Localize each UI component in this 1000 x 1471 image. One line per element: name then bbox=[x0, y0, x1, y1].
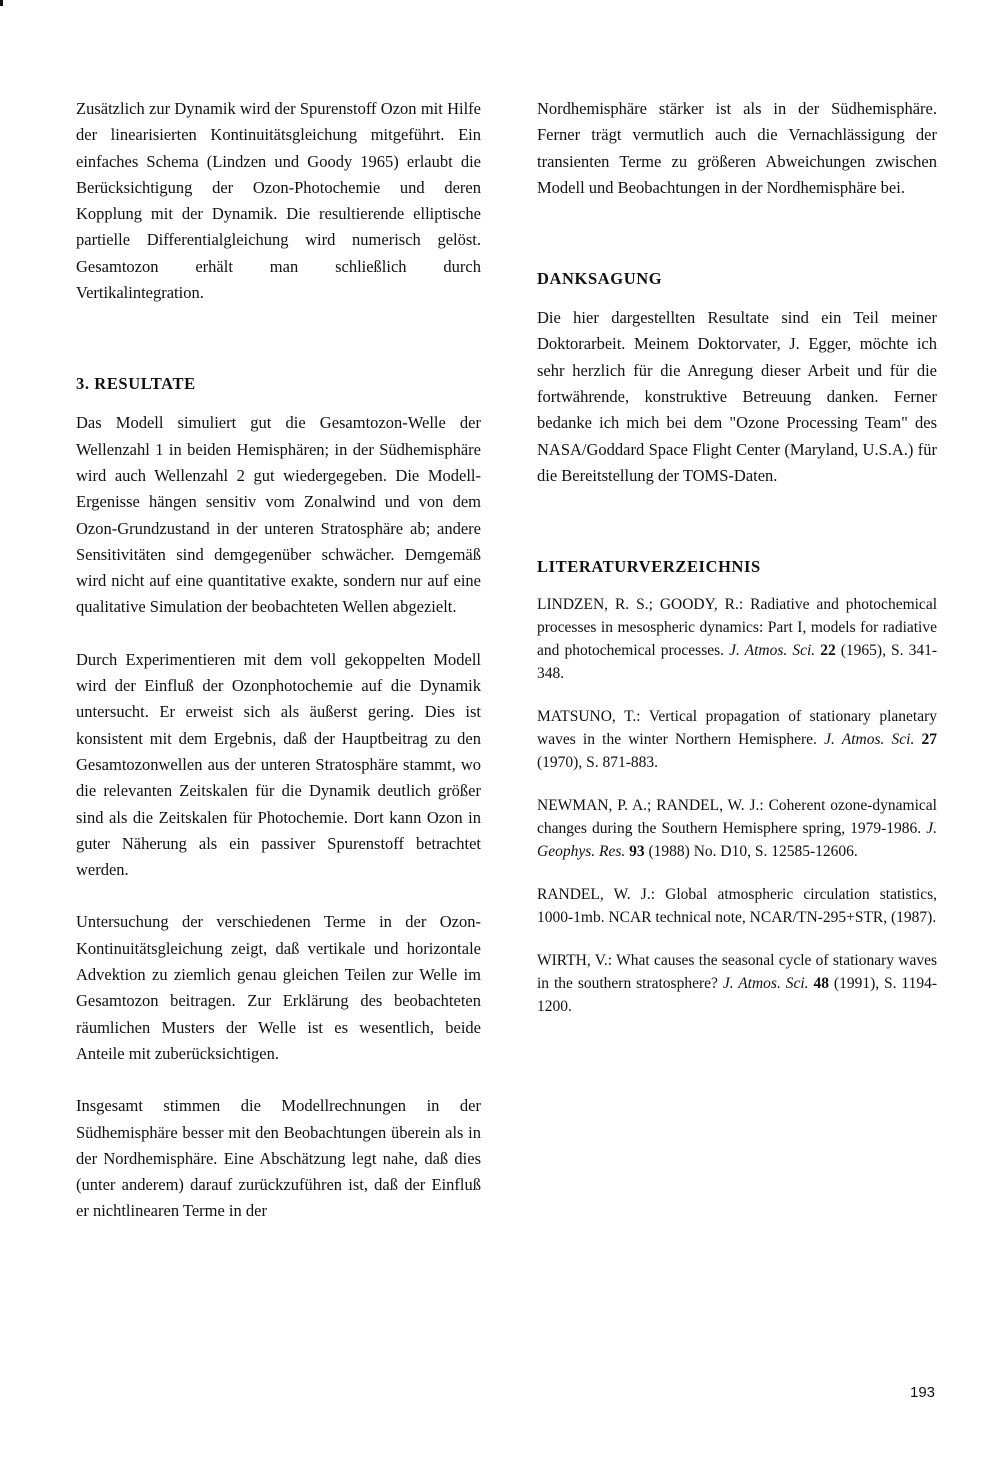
section-heading-resultate: 3. RESULTATE bbox=[76, 374, 196, 394]
reference-item bbox=[537, 794, 937, 863]
reference-tail: (1991), S. 1194-1200. bbox=[537, 975, 938, 1016]
reference-text: LINDZEN, R. S.; GOODY, R.: Radiative and photochemical processes in mesospheric dynamics: Part I, models for radiative and photochemical processes. bbox=[537, 596, 937, 660]
right-column bbox=[537, 96, 937, 1038]
reference-text: WIRTH, V.: What causes the seasonal cycle of stationary waves in the southern stratosphere? bbox=[537, 952, 937, 993]
reference-text: MATSUNO, T.: Vertical propagation of stationary planetary waves in the winter Northern Hemisphere. bbox=[537, 708, 937, 749]
resultate-paragraph-3: Untersuchung der verschiedenen Terme in der Ozon-Kontinuitätsgleichung zeigt, daß vertikale und horizontale Advektion zu ziemlich genau gleichen Teilen zur Welle im Gesamtozon beitragen. Zur Erklärung des beobachteten räumlichen Musters der Welle ist es wesentlich, beide Anteile mit zuberücksichtigen. bbox=[76, 912, 481, 1063]
reference-tail: (1965), S. 341-348. bbox=[537, 642, 937, 683]
reference-tail: (1988) No. D10, S. 12585-12606. bbox=[648, 843, 858, 861]
reference-text: RANDEL, W. J.: Global atmospheric circulation statistics, 1000-1mb. NCAR technical note, NCAR/TN-295+STR, (1987). bbox=[537, 886, 937, 927]
ack-paragraph: Die hier dargestellten Resultate sind ein Teil meiner Doktorarbeit. Meinem Doktorvater, J. Egger, möchte ich sehr herzlich für die Anregung dieser Arbeit und für die fortwährende, konstruktive Betreuung danken. Ferner bedanke ich mich bei dem "Ozone Processing Team" des NASA/Goddard Space Flight Center (Maryland, U.S.A.) für die Bereitstellung der TOMS-Daten. bbox=[537, 308, 937, 485]
resultate-paragraph-1: Das Modell simuliert gut die Gesamtozon-Welle der Wellenzahl 1 in beiden Hemisphären; in der Südhemisphäre wird auch Wellenzahl 2 gut wiedergegeben. Die Modell-Ergenisse hängen sensitiv vom Zonalwind und von dem Ozon-Grundzustand in der unteren Stratosphäre ab; andere Sensitivitäten sind demgegenüber schwächer. Demgemäß wird nicht auf eine quantitative exakte, sondern nur auf eine qualitative Simulation der beobachteten Wellen abgezielt. bbox=[76, 413, 481, 617]
reference-journal: J. Geophys. Res. bbox=[537, 820, 938, 861]
reference-tail: (1970), S. 871-883. bbox=[537, 754, 658, 772]
reference-item bbox=[537, 593, 937, 685]
reference-volume: 27 bbox=[921, 731, 938, 749]
resultate-paragraph-4: Insgesamt stimmen die Modellrechnungen in der Südhemisphäre besser mit den Beobachtungen überein als in der Nordhemisphäre. Eine Abschätzung legt nahe, daß dies (unter anderem) darauf zurückzuführen ist, daß der Einfluß er nichtlinearen Terme in der bbox=[76, 1096, 481, 1221]
reference-journal: J. Atmos. Sci. bbox=[722, 975, 809, 993]
section-heading-block bbox=[76, 358, 481, 410]
reference-item bbox=[537, 705, 937, 774]
reference-volume: 22 bbox=[820, 642, 836, 660]
page-number: 193 bbox=[910, 1384, 936, 1401]
resultate-paragraph-2: Durch Experimentieren mit dem voll gekoppelten Modell wird der Einfluß der Ozonphotochemie auf die Dynamik untersucht. Er erweist sich als äußerst gering. Dies ist konsistent mit dem Ergebnis, daß der Hauptbeitrag zu den Gesamtozonwellen aus der unteren Stratosphäre stammt, wo die relevanten Zeitskalen für die Dynamik deutlich größer sind als die Zeitskalen für Photochemie. Dort kann Ozon in guter Näherung als ein passiver Spurenstoff betrachtet werden. bbox=[76, 649, 481, 880]
refs-heading-block bbox=[537, 541, 937, 593]
reference-item bbox=[537, 883, 937, 929]
reference-volume: 93 bbox=[629, 843, 645, 861]
section-heading-literaturverzeichnis: LITERATURVERZEICHNIS bbox=[537, 557, 761, 577]
ack-heading-block bbox=[537, 253, 937, 305]
continuation-paragraph: Nordhemisphäre stärker ist als in der Südhemisphäre. Ferner trägt vermutlich auch die Vernachlässigung der transienten Terme zu größeren Abweichungen zwischen Modell und Beobachtungen in der Nordhemisphäre bei. bbox=[537, 99, 937, 197]
left-column bbox=[76, 96, 481, 1225]
reference-journal: J. Atmos. Sci. bbox=[824, 731, 915, 749]
reference-journal: J. Atmos. Sci. bbox=[729, 642, 816, 660]
section-heading-danksagung: DANKSAGUNG bbox=[537, 269, 663, 289]
reference-volume: 48 bbox=[813, 975, 829, 993]
intro-paragraph: Zusätzlich zur Dynamik wird der Spurenstoff Ozon mit Hilfe der linearisierten Kontinuitätsgleichung mitgeführt. Ein einfaches Schema (Lindzen und Goody 1965) erlaubt die Berücksichtigung der Ozon-Photochemie und deren Kopplung mit der Dynamik. Die resultierende elliptische partielle Differentialgleichung wird numerisch gelöst. Gesamtozon erhält man schließlich durch Vertikalintegration. bbox=[76, 99, 481, 303]
reference-text: NEWMAN, P. A.; RANDEL, W. J.: Coherent ozone-dynamical changes during the Southern Hemisphere spring, 1979-1986. bbox=[537, 797, 937, 838]
scan-edge-mark bbox=[0, 0, 3, 6]
reference-item bbox=[537, 949, 937, 1018]
